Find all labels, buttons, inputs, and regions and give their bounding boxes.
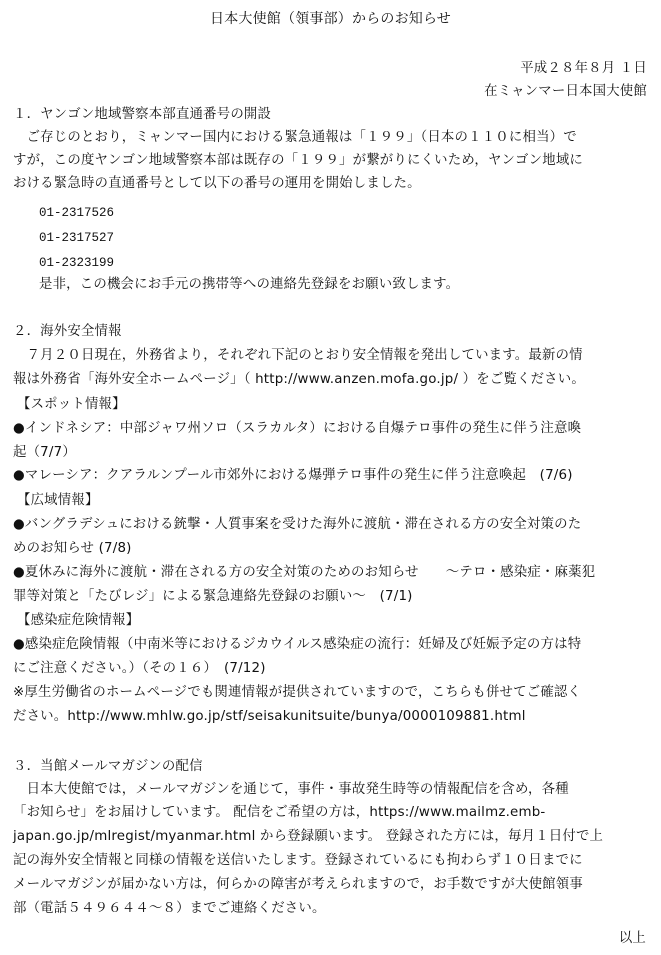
infectious-risk-label: 【感染症危険情報】: [17, 613, 140, 628]
wide-info-item: 罪等対策と「たびレジ」による緊急連絡先登録のお願い～ (7/1): [13, 589, 413, 604]
section-1-paragraph-line: ご存じのとおり，ミャンマー国内における緊急通報は「１９９」（日本の１１０に相当）で: [13, 130, 577, 145]
section-2-intro-line: 報は外務省「海外安全ホームページ」（ http://www.anzen.mofa.go.jp/ ）をご覧ください。: [13, 372, 585, 387]
direct-number: 01-2317527: [39, 231, 115, 245]
section-3-line: 記の海外安全情報と同様の情報を送信いたします。登録されているにも拘わらず１０日までに: [13, 853, 583, 868]
document-date: 平成２８年８月 １日: [520, 61, 647, 76]
section-1-heading: １．ヤンゴン地域警察本部直通番号の開設: [13, 107, 272, 122]
wide-info-label: 【広域情報】: [17, 493, 99, 508]
issuer-name: 在ミャンマー日本国大使館: [484, 84, 647, 99]
infectious-risk-item: にご注意ください。）（その１６） (7/12): [13, 661, 266, 676]
section-3-line: japan.go.jp/mlregist/myanmar.html から登録願います。 登録された方には，毎月１日付で上: [13, 829, 604, 844]
spot-info-label: 【スポット情報】: [17, 397, 126, 412]
section-3-line: 日本大使館では，メールマガジンを通じて，事件・事故発生時等の情報配信を含め，各種: [13, 782, 569, 797]
section-3-line: メールマガジンが届かない方は，何らかの障害が考えられますので，お手数ですが大使館領事: [13, 877, 583, 892]
document-title: 日本大使館（領事部）からのお知らせ: [210, 11, 451, 27]
section-1-paragraph-line: おける緊急時の直通番号として以下の番号の運用を開始しました。: [13, 176, 421, 191]
wide-info-item: ●夏休みに海外に渡航・滞在される方の安全対策のためのお知らせ ～テロ・感染症・麻薬犯: [13, 565, 596, 580]
section-1-closing: 是非，この機会にお手元の携帯等への連絡先登録をお願い致します。: [39, 277, 460, 292]
infectious-risk-item: ●感染症危険情報（中南米等におけるジカウイルス感染症の流行：妊婦及び妊娠予定の方は特: [13, 637, 582, 652]
section-1-paragraph-line: すが，この度ヤンゴン地域警察本部は既存の「１９９」が繋がりにくいため，ヤンゴン地域に: [13, 153, 583, 168]
spot-info-item: ●マレーシア：クアラルンプール市郊外における爆弾テロ事件の発生に伴う注意喚起 (7/6): [13, 468, 573, 483]
section-3-heading: ３．当館メールマガジンの配信: [13, 759, 203, 774]
section-2-heading: ２．海外安全情報: [13, 324, 122, 339]
direct-number: 01-2323199: [39, 256, 115, 270]
spot-info-item: 起（7/7）: [13, 445, 76, 460]
section-3-line: 部（電話５４９６４４～８）までご連絡ください。: [13, 901, 326, 916]
wide-info-item: めのお知らせ (7/8): [13, 541, 132, 556]
document-ending: 以上: [618, 931, 646, 946]
spot-info-item: ●インドネシア：中部ジャワ州ソロ（スラカルタ）における自爆テロ事件の発生に伴う注意喚: [13, 421, 582, 436]
infectious-risk-note: ※厚生労働省のホームページでも関連情報が提供されていますので，こちらも併せてご確認く: [13, 685, 582, 700]
infectious-risk-note: ださい。http://www.mhlw.go.jp/stf/seisakunitsuite/bunya/0000109881.html: [13, 709, 526, 724]
wide-info-item: ●バングラデシュにおける銃撃・人質事案を受けた海外に渡航・滞在される方の安全対策のた: [13, 517, 582, 532]
section-3-line: 「お知らせ」をお届けしています。 配信をご希望の方は，https://www.mailmz.emb-: [13, 805, 546, 820]
direct-number: 01-2317526: [39, 206, 115, 220]
section-2-intro-line: ７月２０日現在，外務省より，それぞれ下記のとおり安全情報を発出しています。最新の情: [13, 348, 583, 363]
